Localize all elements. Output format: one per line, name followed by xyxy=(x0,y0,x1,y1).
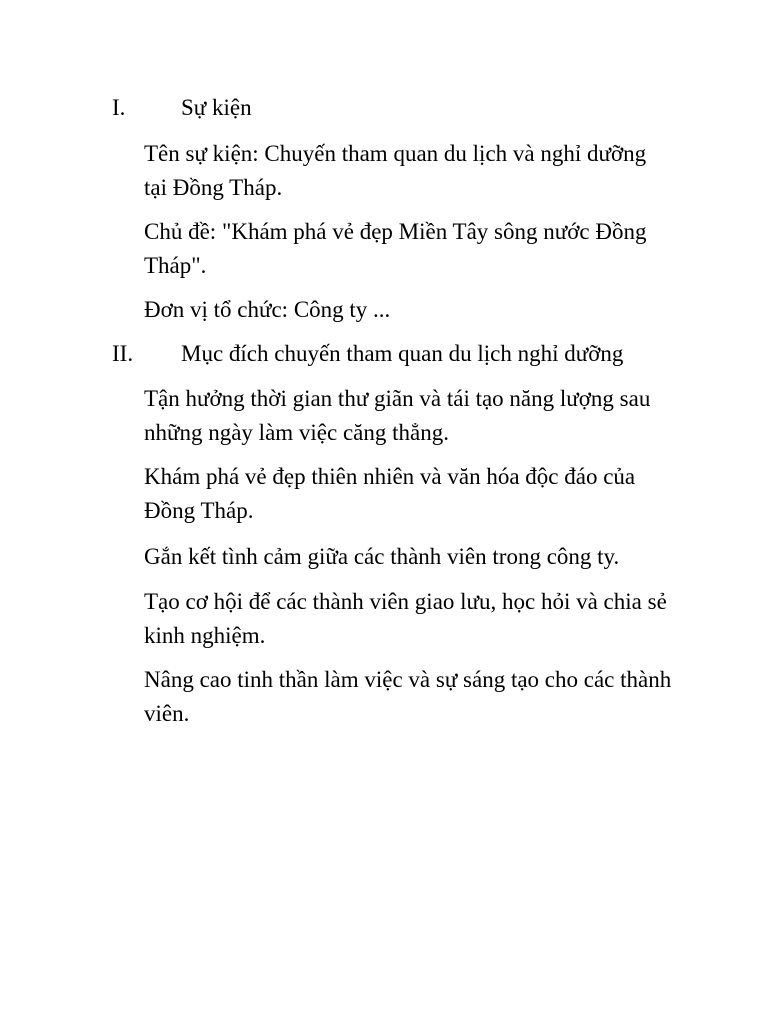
section-title: Mục đích chuyến tham quan du lịch nghỉ dưỡng xyxy=(181,341,624,366)
section-heading-2 xyxy=(112,337,623,371)
purpose-paragraph: Tận hưởng thời gian thư giãn và tái tạo năng lượng sau những ngày làm việc căng thẳng. xyxy=(144,386,651,445)
event-theme-paragraph: Chủ đề: "Khám phá vẻ đẹp Miền Tây sông nước Đồng Tháp". xyxy=(144,219,647,278)
section-number: II. xyxy=(112,341,134,366)
purpose-paragraph: Nâng cao tinh thần làm việc và sự sáng tạo cho các thành viên. xyxy=(144,667,672,726)
event-name-paragraph: Tên sự kiện: Chuyến tham quan du lịch và nghỉ dưỡng tại Đồng Tháp. xyxy=(144,141,647,200)
section-number: I. xyxy=(112,95,126,120)
event-organizer-paragraph: Đơn vị tổ chức: Công ty ... xyxy=(144,297,391,322)
purpose-paragraph: Tạo cơ hội để các thành viên giao lưu, học hỏi và chia sẻ kinh nghiệm. xyxy=(144,589,667,648)
purpose-paragraph: Gắn kết tình cảm giữa các thành viên trong công ty. xyxy=(144,544,620,569)
purpose-paragraph: Khám phá vẻ đẹp thiên nhiên và văn hóa độc đáo của Đồng Tháp. xyxy=(144,464,636,523)
section-title: Sự kiện xyxy=(181,95,252,120)
section-heading-1 xyxy=(112,91,252,125)
